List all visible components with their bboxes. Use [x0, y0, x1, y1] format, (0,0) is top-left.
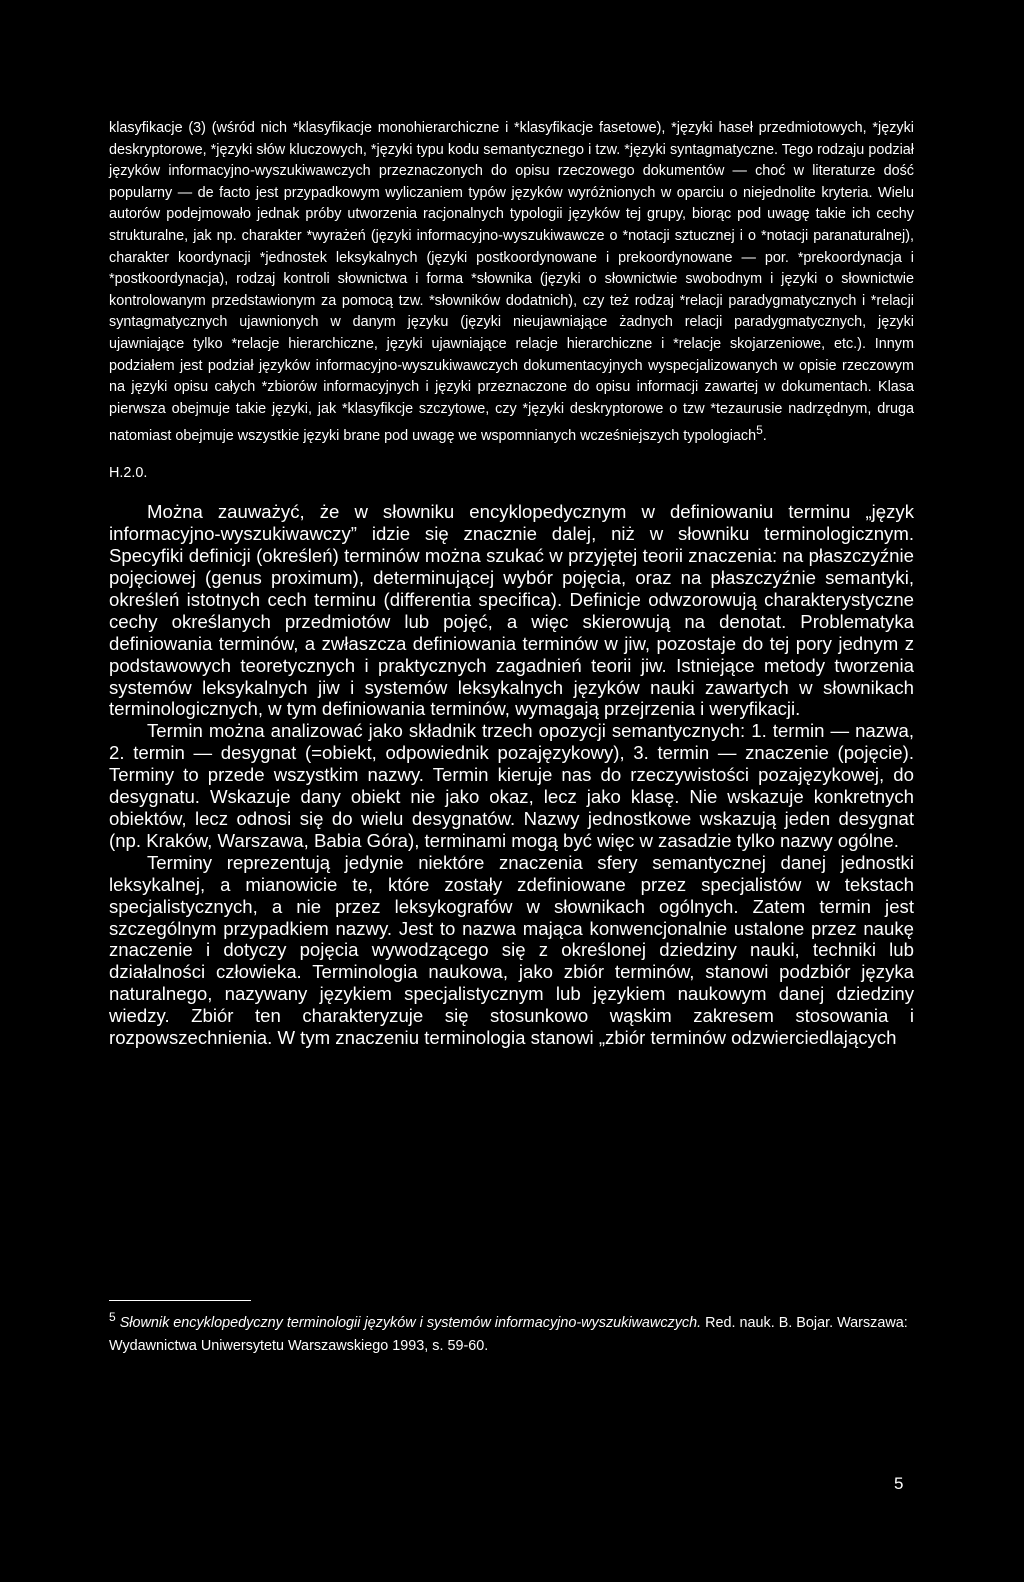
footnote-title: Słownik encyklopedyczny terminologii języków i systemów informacyjno-wyszukiwawczych. [119, 1314, 702, 1331]
footnote-divider [109, 1300, 251, 1301]
footnote-rest: Red. nauk. B. Bojar. Warszawa: Wydawnictwa Uniwersytetu Warszawskiego 1993, s. 59-60. [109, 1314, 908, 1354]
footnote-reference: 5 [756, 423, 763, 438]
paragraph-3: Terminy reprezentują jedynie niektóre znaczenia sfery semantycznej danej jednostki leksykalnej, a mianowicie te, które zostały zdefiniowane przez specjalistów w tekstach specjalistycznych, a nie przez leksykografów w słownikach ogólnych. Zatem termin jest szczególnym przypadkiem nazwy. Jest to nazwa mająca konwencjonalnie ustalone przez naukę znaczenie i dotyczy pojęcia wywodzącego się z określonej dziedziny nauki, techniki lub działalności człowieka. Terminologia naukowa, jako zbiór terminów, stanowi podzbiór języka naturalnego, nazywany językiem specjalistycznym lub językiem naukowym danej dziedziny wiedzy. Zbiór ten charakteryzuje się stosunkowo wąskim zakresem stosowania i rozpowszechnienia. W tym znaczeniu terminologia stanowi „zbiór terminów odzwierciedlających [109, 851, 914, 1049]
section-label: H.2.0. [109, 464, 148, 481]
main-text [109, 501, 914, 1049]
footnote [109, 1306, 914, 1358]
paragraph-1: Można zauważyć, że w słowniku encyklopedycznym w definiowaniu terminu „język informacyjno-wyszukiwawczy” idzie się znacznie dalej, niż w słowniku terminologicznym. Specyfiki definicji (określeń) terminów można szukać w przyjętej teorii znaczenia: na płaszczyźnie pojęciowej (genus proximum), determinującej wybór pojęcia, oraz na płaszczyźnie semantyki, określeń istotnych cech terminu (differentia specifica). Definicje odwzorowują charakterystyczne cechy określanych przedmiotów lub pojęć, a więc skierowują na denotat. Problematyka definiowania terminów, a zwłaszcza definiowania terminów w jiw, pozostaje do tej pory jednym z podstawowych teoretycznych i praktycznych zagadnień teorii jiw. Istniejące metody tworzenia systemów leksykalnych jiw i systemów leksykalnych języków nauki zawartych w słownikach terminologicznych, w tym definiowania terminów, wymagają przejrzenia i weryfikacji. [109, 501, 914, 720]
page-number: 5 [894, 1474, 904, 1493]
top-paragraph-text: klasyfikacje (3) (wśród nich *klasyfikacje monohierarchiczne i *klasyfikacje fasetowe), *języki haseł przedmiotowych, *języki deskryptorowe, *języki słów kluczowych, *języki typu kodu semantycznego i tzw. *języki syntagmatyczne. Tego rodzaju podział języków informacyjno-wyszukiwawczych przeznaczonych do opisu rzeczowego dokumentów — choć w literaturze dość popularny — de facto jest przypadkowym wyliczaniem typów języków wyróżnionych w oparciu o niejednolite kryteria. Wielu autorów podejmowało jednak próby utworzenia racjonalnych typologii języków tej grupy, biorąc pod uwagę takie ich cechy strukturalne, jak np. charakter *wyrażeń (języki informacyjno-wyszukiwawcze o *notacji sztucznej i o *notacji paranaturalnej), charakter koordynacji *jednostek leksykalnych (języki postkoordynowane i prekoordynowane — por. *prekoordynacja i *postkoordynacja), rodzaj kontroli słownictwa i forma *słownika (języki o słownictwie swobodnym i języki o słownictwie kontrolowanym przedstawionym za pomocą tzw. *słowników dodatnich), czy też rodzaj *relacji paradygmatycznych i *relacji syntagmatycznych ujawnionych w danym języku (języki nieujawniające żadnych relacji paradygmatycznych, języki ujawniające tylko *relacje hierarchiczne, języki ujawniające relacje hierarchiczne i *relacje skojarzeniowe, etc.). Innym podziałem jest podział języków informacyjno-wyszukiwawczych dokumentacyjnych wyspecjalizowanych w opisie rzeczowym na języki opisu całych *zbiorów informacyjnych i języki przeznaczone do opisu informacji zawartej w dokumentach. Klasa pierwsza obejmuje takie języki, jak *klasyfikcje szczytowe, czy *języki deskryptorowe o tzw *tezaurusie nadrzędnym, druga natomiast obejmuje wszystkie języki brane pod uwagę we wspomnianych wcześniejszych typologiach [109, 120, 914, 445]
top-paragraph: klasyfikacje (3) (wśród nich *klasyfikacje monohierarchiczne i *klasyfikacje fasetowe), *języki haseł przedmiotowych, *języki deskryptorowe, *języki słów kluczowych, *języki typu kodu semantycznego i tzw. *języki syntagmatyczne. Tego rodzaju podział języków informacyjno-wyszukiwawczych przeznaczonych do opisu rzeczowego dokumentów — choć w literaturze dość popularny — de facto jest przypadkowym wyliczaniem typów języków wyróżnionych w oparciu o niejednolite kryteria. Wielu autorów podejmowało jednak próby utworzenia racjonalnych typologii języków tej grupy, biorąc pod uwagę takie ich cechy strukturalne, jak np. charakter *wyrażeń (języki informacyjno-wyszukiwawcze o *notacji sztucznej i o *notacji paranaturalnej), charakter koordynacji *jednostek leksykalnych (języki postkoordynowane i prekoordynowane — por. *prekoordynacja i *postkoordynacja), rodzaj kontroli słownictwa i forma *słownika (języki o słownictwie swobodnym i języki o słownictwie kontrolowanym przedstawionym za pomocą tzw. *słowników dodatnich), czy też rodzaj *relacji paradygmatycznych i *relacji syntagmatycznych ujawnionych w danym języku (języki nieujawniające żadnych relacji paradygmatycznych, języki ujawniające tylko *relacje hierarchiczne, języki ujawniające relacje hierarchiczne i *relacje skojarzeniowe, etc.). Innym podziałem jest podział języków informacyjno-wyszukiwawczych dokumentacyjnych wyspecjalizowanych w opisie rzeczowym na języki opisu całych *zbiorów informacyjnych i języki przeznaczone do opisu informacji zawartej w dokumentach. Klasa pierwsza obejmuje takie języki, jak *klasyfikcje szczytowe, czy *języki deskryptorowe o tzw *tezaurusie nadrzędnym, druga natomiast obejmuje wszystkie języki brane pod uwagę we wspomnianych wcześniejszych typologiach$^5$. [109, 120, 914, 445]
page-content [109, 118, 914, 1049]
footnote-number: 5 [109, 1310, 116, 1324]
paragraph-2: Termin można analizować jako składnik trzech opozycji semantycznych: 1. termin — nazwa, 2. termin — desygnat (=obiekt, odpowiednik pozajęzykowy), 3. termin — znaczenie (pojęcie). Terminy to przede wszystkim nazwy. Termin kieruje nas do rzeczywistości pozajęzykowej, do desygnatu. Wskazuje dany obiekt nie jako okaz, lecz jako klasę. Nie wskazuje konkretnych obiektów, lecz odnosi się do wielu desygnatów. Nazwy jednostkowe wskazują jeden desygnat (np. Kraków, Warszawa, Babia Góra), terminami mogą być więc w zasadzie tylko nazwy ogólne. [109, 720, 914, 851]
